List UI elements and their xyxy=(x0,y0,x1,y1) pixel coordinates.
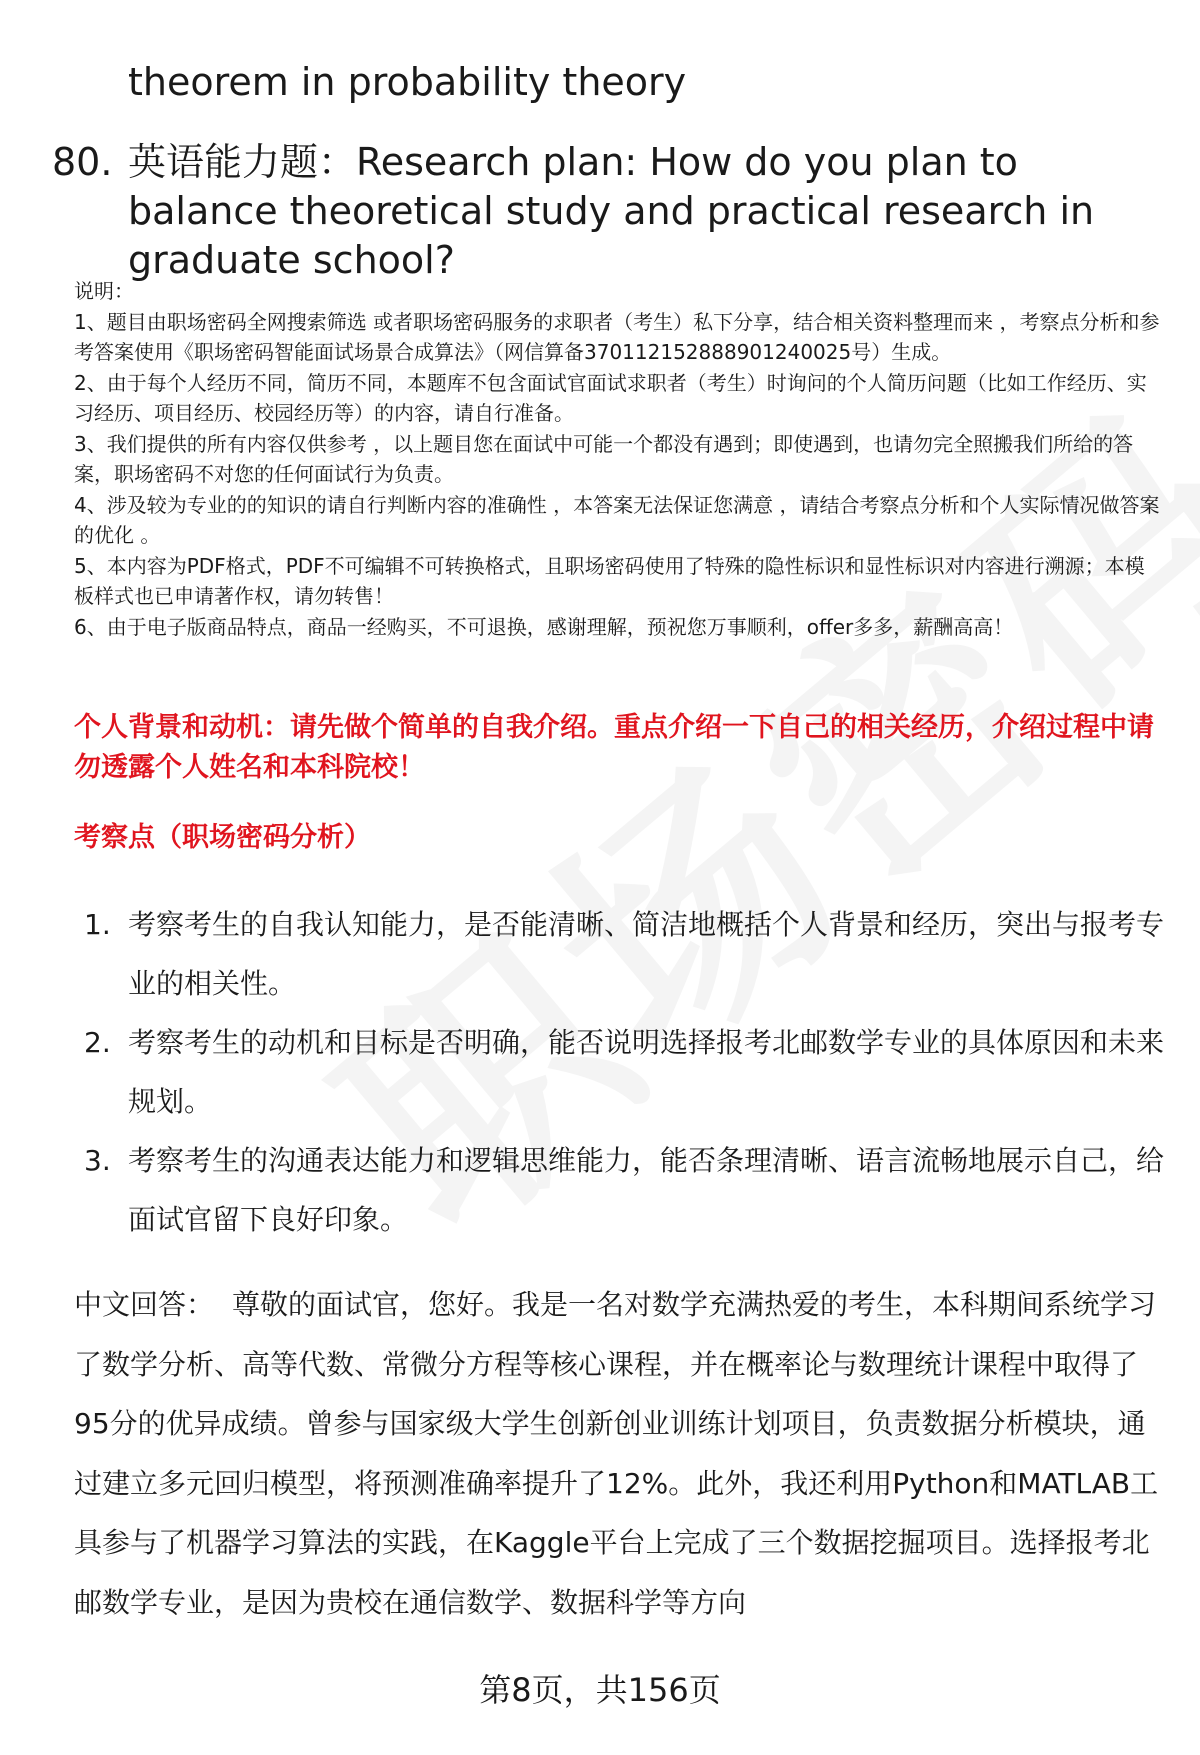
note-item: 1、题目由职场密码全网搜索筛选 或者职场密码服务的求职者（考生）私下分享，结合相关资料整理而来 ，考察点分析和参考答案使用《职场密码智能面试场景合成算法》（网信算备370112152888901240025号）生成。 xyxy=(74,309,1160,364)
answer-paragraph xyxy=(74,1275,1164,1632)
analysis-point xyxy=(84,1013,1164,1131)
note-item: 2、由于每个人经历不同，简历不同，本题库不包含面试官面试求职者（考生）时询问的个人简历问题（比如工作经历、实习经历、项目经历、校园经历等）的内容，请自行准备。 xyxy=(74,370,1147,425)
note-item: 6、由于电子版商品特点，商品一经购买，不可退换，感谢理解，预祝您万事顺利，offer多多，薪酬高高！ xyxy=(74,614,1014,639)
point-number: 1. xyxy=(84,908,111,941)
page-footer: 第8页，共156页 xyxy=(479,1671,721,1709)
point-number: 2. xyxy=(84,1026,111,1059)
notes-title: 说明： xyxy=(74,279,134,303)
section-heading: 个人背景和动机：请先做个简单的自我介绍。重点介绍一下自己的相关经历，介绍过程中请勿透露个人姓名和本科院校！ xyxy=(74,712,1154,783)
question-block xyxy=(52,138,1162,285)
analysis-point xyxy=(84,895,1164,1013)
note-item: 3、我们提供的所有内容仅供参考 ，以上题目您在面试中可能一个都没有遇到；即使遇到，也请勿完全照搬我们所给的答案，职场密码不对您的任何面试行为负责。 xyxy=(74,431,1134,486)
point-number: 3. xyxy=(84,1144,111,1177)
notes-section xyxy=(74,276,1164,642)
note-item: 5、本内容为PDF格式，PDF不可编辑不可转换格式，且职场密码使用了特殊的隐性标识和显性标识对内容进行溯源；本模板样式也已申请著作权，请勿转售！ xyxy=(74,553,1145,608)
analysis-heading: 考察点（职场密码分析） xyxy=(74,822,371,853)
answer-text: 尊敬的面试官，您好。我是一名对数学充满热爱的考生，本科期间系统学习了数学分析、高等代数、常微分方程等核心课程，并在概率论与数理统计课程中取得了95分的优异成绩。曾参与国家级大学生创新创业训练计划项目，负责数据分析模块，通过建立多元回归模型，将预测准确率提升了12%。此外，我还利用Python和MATLAB工具参与了机器学习算法的实践，在Kaggle平台上完成了三个数据挖掘项目。选择报考北邮数学专业，是因为贵校在通信数学、数据科学等方向 xyxy=(74,1288,1159,1619)
analysis-points xyxy=(84,895,1164,1249)
point-text: 考察考生的动机和目标是否明确，能否说明选择报考北邮数学专业的具体原因和未来规划。 xyxy=(128,1026,1165,1118)
analysis-point xyxy=(84,1131,1164,1249)
question-continuation: theorem in probability theory xyxy=(128,60,687,104)
point-text: 考察考生的自我认知能力，是否能清晰、简洁地概括个人背景和经历，突出与报考专业的相关性。 xyxy=(128,908,1165,1000)
note-item: 4、涉及较为专业的的知识的请自行判断内容的准确性 ，本答案无法保证您满意 ，请结合考察点分析和个人实际情况做答案的优化 。 xyxy=(74,492,1160,547)
point-text: 考察考生的沟通表达能力和逻辑思维能力，能否条理清晰、语言流畅地展示自己，给面试官留下良好印象。 xyxy=(128,1144,1165,1236)
question-number: 80. xyxy=(52,140,113,184)
question-text: 英语能力题：Research plan: How do you plan to balance theoretical study and practical research in graduate school? xyxy=(128,140,1095,282)
answer-label: 中文回答： xyxy=(74,1288,215,1321)
